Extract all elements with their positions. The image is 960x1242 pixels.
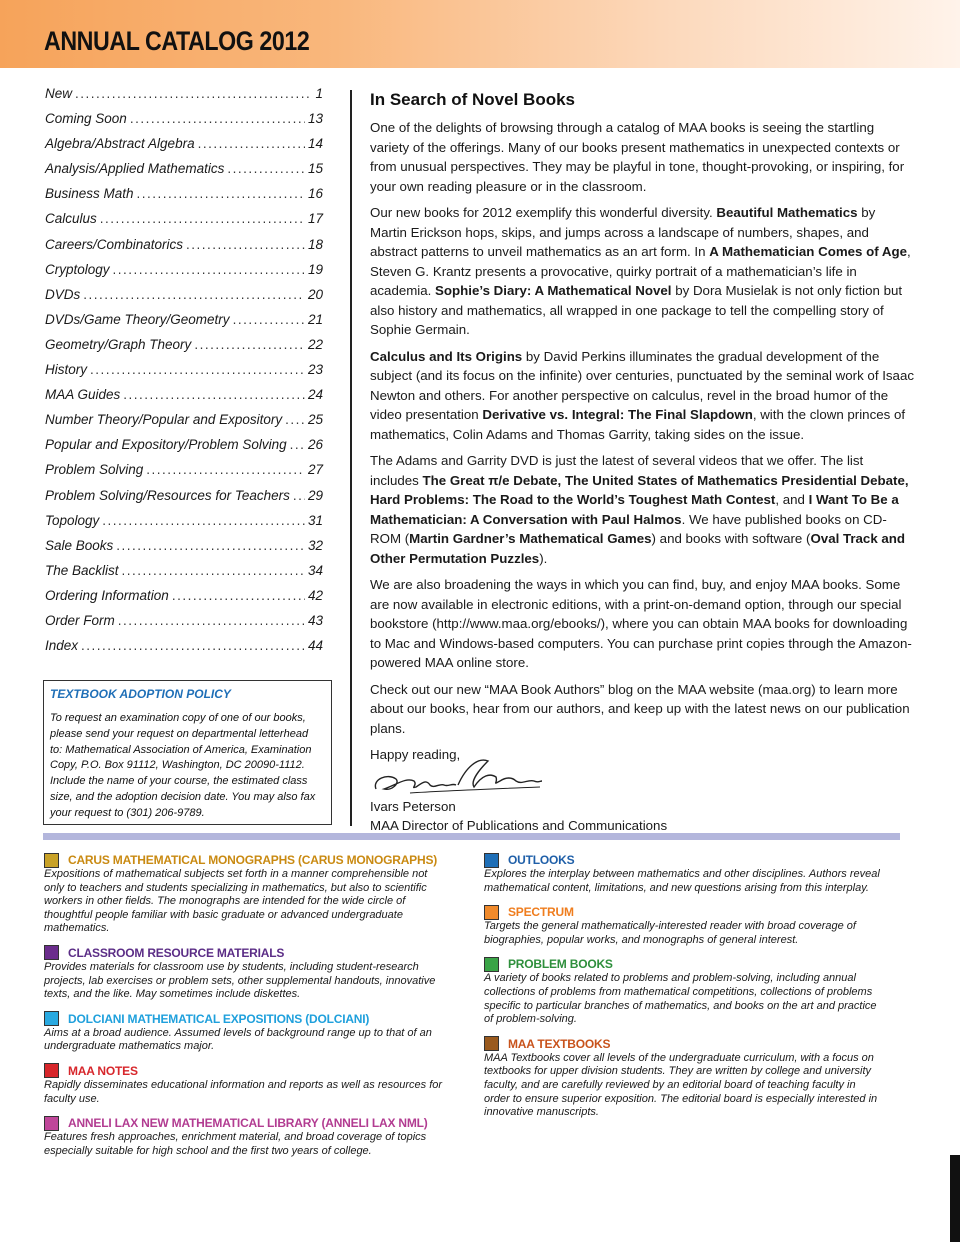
- toc-entry-label: Algebra/Abstract Algebra: [45, 136, 195, 152]
- series-color-swatch: [44, 853, 59, 868]
- toc-entry-page: 23: [307, 362, 323, 378]
- toc-entry: [45, 111, 323, 136]
- toc-leader-dots: [137, 186, 305, 201]
- policy-title: TEXTBOOK ADOPTION POLICY: [50, 687, 231, 701]
- article-paragraph-3: Calculus and Its Origins by David Perkins illuminates the gradual development of the subject (and its focus on the infinite) over centuries, punctuated by the seminal work of Isaac Newton and others. For another perspective on calculus, revel in the broad humor of the video presentation Derivative vs. Integral: The Final Slapdown, with the clown princes of mathematics, Colin Adams and Thomas Garrity, taking sides on the issue.: [370, 348, 914, 442]
- series-color-swatch: [44, 1063, 59, 1078]
- toc-entry-label: Coming Soon: [45, 111, 127, 127]
- toc-entry-page: 27: [307, 462, 323, 478]
- series-description: Targets the general mathematically-interested reader with broad coverage of biographies, popular works, and monographs of general interest.: [484, 920, 856, 946]
- series-entry: [484, 956, 914, 1026]
- series-entry: [44, 1115, 474, 1158]
- column-divider: [350, 90, 352, 826]
- toc-leader-dots: [90, 362, 305, 377]
- toc-entry-page: 31: [307, 512, 323, 528]
- toc-entry-label: Calculus: [45, 211, 97, 227]
- series-description: Provides materials for classroom use by students, including student-research projects, lab exercises or problem sets, other supplemental handouts, innovative texts, and the like. May sometimes include diskettes.: [44, 960, 436, 1001]
- toc-entry: [45, 563, 323, 588]
- toc-leader-dots: [285, 412, 305, 427]
- toc-entry-label: History: [45, 362, 88, 378]
- series-title: CLASSROOM RESOURCE MATERIALS: [68, 945, 285, 960]
- editorial-article: [370, 90, 915, 836]
- toc-entry-label: Ordering Information: [45, 587, 169, 603]
- toc-entry: [45, 588, 323, 613]
- series-color-swatch: [484, 853, 499, 868]
- signature: [370, 763, 915, 803]
- toc-entry-page: 29: [307, 487, 323, 503]
- toc-leader-dots: [100, 211, 305, 226]
- catalog-header: [0, 0, 960, 68]
- article-closing: Happy reading,: [370, 747, 461, 762]
- toc-entry-label: MAA Guides: [45, 387, 121, 403]
- toc-entry: [45, 412, 323, 437]
- toc-entry-page: 1: [315, 86, 323, 101]
- toc-entry: [45, 437, 323, 462]
- toc-entry: [45, 362, 323, 387]
- toc-entry-page: 14: [307, 136, 323, 152]
- toc-leader-dots: [81, 638, 305, 653]
- series-title: CARUS MATHEMATICAL MONOGRAPHS (CARUS MONOGRAPHS): [68, 853, 438, 867]
- toc-leader-dots: [194, 337, 305, 352]
- series-color-swatch: [44, 1011, 59, 1026]
- toc-entry: [45, 462, 323, 487]
- series-color-swatch: [484, 905, 499, 920]
- toc-leader-dots: [293, 488, 305, 503]
- series-description: Expositions of mathematical subjects set forth in a manner comprehensible not only to teachers and students specializing in mathematics, but also to scientific workers in other fields. The monographs are intended for the wide circle of thoughtful people familiar with basic graduate or advanced undergraduate mathematics.: [44, 868, 428, 935]
- toc-entry: [45, 312, 323, 337]
- toc-entry-label: Analysis/Applied Mathematics: [45, 161, 225, 177]
- toc-entry: [45, 613, 323, 638]
- series-description: Explores the interplay between mathematics and other disciplines. Authors reveal mathematical content, limitations, and new questions arising from this interplay.: [484, 868, 880, 894]
- series-title: DOLCIANI MATHEMATICAL EXPOSITIONS (DOLCIANI): [68, 1011, 370, 1026]
- series-title: OUTLOOKS: [508, 853, 575, 867]
- toc-entry-page: 43: [307, 612, 323, 628]
- toc-leader-dots: [290, 437, 305, 452]
- series-color-swatch: [484, 1036, 499, 1051]
- series-title: MAA NOTES: [68, 1063, 138, 1078]
- toc-entry: [45, 513, 323, 538]
- toc-entry-label: Careers/Combinatorics: [45, 236, 184, 252]
- toc-entry: [45, 86, 323, 111]
- toc-leader-dots: [146, 462, 305, 477]
- series-description: Aims at a broad audience. Assumed levels of background range up to that of an undergraduate mathematics major.: [44, 1026, 432, 1053]
- signer-title: MAA Director of Publications and Communications: [370, 818, 668, 833]
- series-description: Rapidly disseminates educational information and reports as well as resources for faculty use.: [44, 1078, 443, 1105]
- toc-entry-page: 26: [307, 437, 323, 453]
- toc-entry: [45, 211, 323, 236]
- series-entry: [44, 1011, 474, 1054]
- series-entry: [44, 945, 474, 1002]
- toc-leader-dots: [122, 563, 305, 578]
- toc-leader-dots: [123, 387, 305, 402]
- toc-entry-page: 42: [307, 587, 323, 603]
- toc-entry: [45, 337, 323, 362]
- toc-entry: [45, 387, 323, 412]
- toc-entry-label: Popular and Expository/Problem Solving: [45, 437, 287, 453]
- article-paragraph-1: One of the delights of browsing through a catalog of MAA books is seeing the startling variety of the offerings. Many of our books present mathematics in unexpected contexts or from unusual perspectives. They may be playful in tone, thought-provoking, or inspiring, for your own reading pleasure or in the classroom.: [370, 120, 905, 194]
- series-title: MAA TEXTBOOKS: [508, 1036, 611, 1051]
- toc-entry-label: Business Math: [45, 186, 134, 202]
- toc-leader-dots: [186, 237, 305, 252]
- toc-entry: [45, 287, 323, 312]
- toc-entry: [45, 136, 323, 161]
- toc-entry: [45, 488, 323, 513]
- article-title: In Search of Novel Books: [370, 90, 575, 109]
- article-paragraph-6: Check out our new “MAA Book Authors” blog on the MAA website (maa.org) to learn more about our books, hear from our authors, and keep up with the latest news on our publication plans.: [370, 681, 910, 736]
- toc-entry-label: Topology: [45, 512, 100, 528]
- signature-image: [370, 755, 550, 803]
- series-color-swatch: [484, 957, 499, 972]
- toc-leader-dots: [102, 513, 305, 528]
- series-entry: [484, 904, 914, 947]
- toc-entry-label: Order Form: [45, 612, 115, 628]
- toc-leader-dots: [172, 588, 305, 603]
- series-title: PROBLEM BOOKS: [508, 957, 613, 972]
- toc-leader-dots: [118, 613, 305, 628]
- toc-entry: [45, 161, 323, 186]
- toc-entry-page: 16: [307, 186, 323, 202]
- toc-entry-page: 15: [307, 161, 323, 177]
- series-title: SPECTRUM: [508, 905, 574, 920]
- series-description: Features fresh approaches, enrichment material, and broad coverage of topics especially suitable for high school and the first two years of college.: [44, 1131, 427, 1157]
- series-entry: [44, 1063, 474, 1106]
- toc-entry-label: Index: [45, 638, 79, 654]
- textbook-adoption-policy-box: [43, 680, 332, 825]
- toc-leader-dots: [83, 287, 305, 302]
- toc-entry-page: 20: [307, 286, 323, 302]
- toc-entry: [45, 262, 323, 287]
- table-of-contents: [45, 86, 323, 663]
- toc-leader-dots: [198, 136, 305, 151]
- series-entry: [484, 852, 914, 895]
- toc-leader-dots: [130, 111, 305, 126]
- series-description: MAA Textbooks cover all levels of the undergraduate curriculum, with a focus on textbooks for upper division students. They are written by college and university faculty, and are carefully reviewed by an editorial board of teaching faculty in order to ensure superior exposition. The editorial board is especially interested in innovative manuscripts.: [484, 1051, 878, 1119]
- toc-entry-page: 25: [307, 412, 323, 428]
- toc-entry-label: Sale Books: [45, 537, 114, 553]
- toc-entry-page: 17: [307, 211, 323, 227]
- toc-leader-dots: [233, 312, 305, 327]
- toc-entry-label: DVDs: [45, 286, 81, 302]
- article-paragraph-5: We are also broadening the ways in which you can find, buy, and enjoy MAA books. Some are now available in electronic editions, with a print-on-demand option, through our special bookstore (http://www.maa.org/ebooks/), where you can obtain MAA books for downloading to Mac and Windows-based computers. You can purchase print copies through the Amazon-powered MAA online store.: [370, 577, 912, 670]
- toc-leader-dots: [116, 538, 305, 553]
- section-divider-bar: [43, 833, 900, 840]
- toc-entry: [45, 638, 323, 663]
- toc-entry-label: The Backlist: [45, 562, 119, 578]
- toc-entry-page: 32: [307, 537, 323, 553]
- catalog-title: ANNUAL CATALOG 2012: [44, 26, 310, 56]
- toc-entry-page: 22: [307, 336, 323, 352]
- toc-leader-dots: [113, 262, 305, 277]
- policy-text: To request an examination copy of one of our books, please send your request on departmental letterhead to: Mathematical Association of America, Examination Copy, P.O. Box 91112, Washington, DC 20090-1112. Include the name of your course, the estimated class size, and the adoption decision date. You may also fax your request to (301) 206-9789.: [50, 712, 316, 819]
- toc-entry-label: DVDs/Game Theory/Geometry: [45, 311, 230, 327]
- toc-leader-dots: [227, 161, 305, 176]
- toc-entry-label: Cryptology: [45, 261, 110, 277]
- toc-entry-page: 34: [307, 562, 323, 578]
- series-title: ANNELI LAX NEW MATHEMATICAL LIBRARY (ANNELI LAX NML): [68, 1116, 428, 1131]
- series-entry: [44, 852, 474, 936]
- toc-entry-label: Geometry/Graph Theory: [45, 336, 192, 352]
- toc-entry-page: 13: [307, 111, 323, 127]
- series-list-right: [484, 852, 914, 1129]
- toc-entry-page: 44: [307, 638, 323, 654]
- toc-entry-page: 18: [307, 236, 323, 252]
- toc-entry-label: Number Theory/Popular and Expository: [45, 412, 283, 428]
- series-color-swatch: [44, 945, 59, 960]
- toc-entry-label: Problem Solving: [45, 462, 144, 478]
- page-edge-tab: [950, 1155, 960, 1242]
- toc-entry: [45, 538, 323, 563]
- toc-entry: [45, 186, 323, 211]
- toc-entry-page: 19: [307, 261, 323, 277]
- toc-entry-label: New: [45, 86, 73, 101]
- toc-entry: [45, 237, 323, 262]
- series-description: A variety of books related to problems and problem-solving, including annual collections of problems from mathematical competitions, collections of problems specific to particular branches of mathematics, and books on the art and practice of problem-solving.: [484, 972, 877, 1026]
- series-color-swatch: [44, 1116, 59, 1131]
- series-list-left: [44, 852, 474, 1167]
- toc-entry-page: 21: [307, 311, 323, 327]
- article-paragraph-4: The Adams and Garrity DVD is just the latest of several videos that we offer. The list includes The Great π/e Debate, The United States of Mathematics Presidential Debate, Hard Problems: The Road to the World’s Toughest Math Contest, and I Want To Be a Mathematician: A Conversation with Paul Halmos. We have published books on CD-ROM (Martin Gardner’s Mathematical Games) and books with software (Oval Track and Other Permutation Puzzles).: [370, 453, 909, 566]
- series-entry: [484, 1036, 914, 1120]
- signer-name: Ivars Peterson: [370, 798, 456, 814]
- article-paragraph-2: Our new books for 2012 exemplify this wonderful diversity. Beautiful Mathematics by Martin Erickson hops, skips, and jumps across a landscape of numbers, shapes, and abstract patterns to unveil mathematics as an art form. In A Mathematician Comes of Age, Steven G. Krantz presents a provocative, quirky portrait of a mathematician’s life in academia. Sophie’s Diary: A Mathematical Novel by Dora Musielak is not only fiction but also history and mathematics, all wrapped in one package to tell the compelling story of Sophie Germain.: [370, 205, 911, 337]
- toc-entry-page: 24: [307, 387, 323, 403]
- toc-leader-dots: [75, 86, 312, 101]
- toc-entry-label: Problem Solving/Resources for Teachers: [45, 487, 290, 503]
